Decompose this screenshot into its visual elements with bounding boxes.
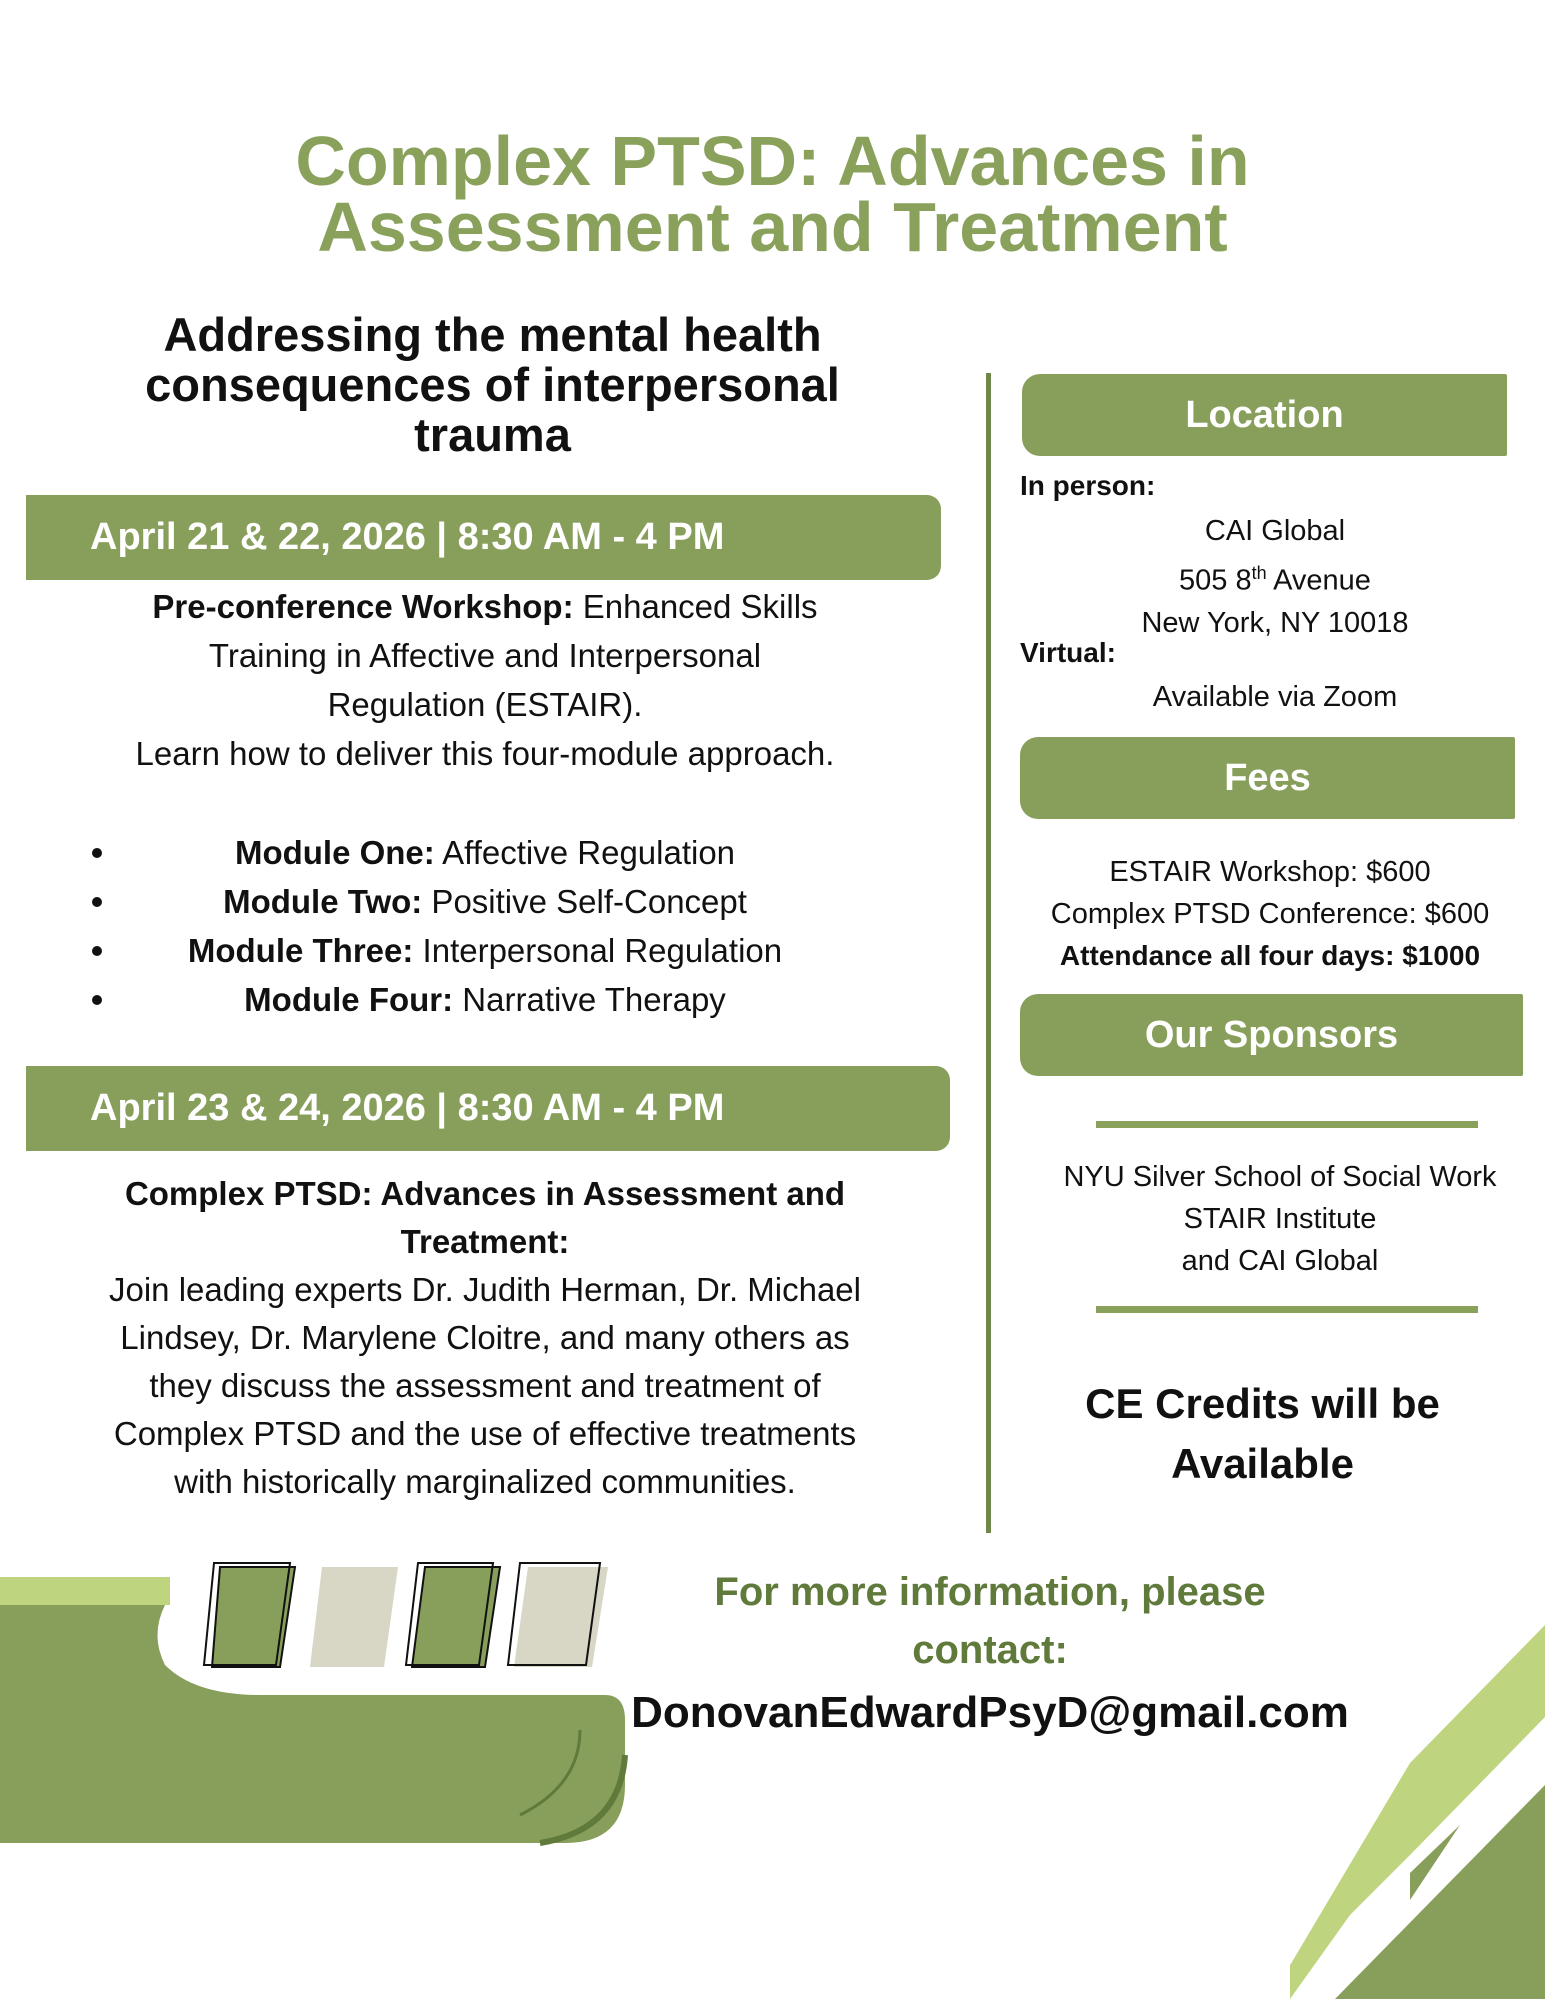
bullet-icon <box>92 946 102 956</box>
workshop-desc-3: Regulation (ESTAIR). <box>327 686 643 723</box>
conference-desc-5: with historically marginalized communities. <box>174 1463 796 1500</box>
sponsor-1: NYU Silver School of Social Work <box>1063 1161 1497 1193</box>
subtitle <box>40 310 945 460</box>
conference-description <box>40 1170 930 1506</box>
fees-list <box>1005 851 1535 977</box>
sponsors-list <box>1025 1156 1535 1282</box>
fee-workshop: ESTAIR Workshop: $600 <box>1109 856 1431 888</box>
tile-icon-2 <box>310 1567 398 1667</box>
sponsors-heading: Our Sponsors <box>1020 994 1523 1076</box>
contact-prompt <box>630 1563 1350 1679</box>
subtitle-line-3: trauma <box>414 408 571 461</box>
venue-city: New York, NY 10018 <box>1141 606 1409 639</box>
virtual-label: Virtual: <box>1020 637 1116 668</box>
fee-all-days: Attendance all four days: $1000 <box>1059 940 1481 971</box>
conference-desc-1: Join leading experts Dr. Judith Herman, Dr. Michael <box>108 1271 861 1308</box>
title-line-2: Assessment and Treatment <box>317 188 1228 266</box>
list-item: Module One: Affective Regulation <box>40 828 930 877</box>
workshop-desc-1: Enhanced Skills <box>573 588 818 625</box>
ce-line-1: CE Credits will be <box>1085 1380 1440 1427</box>
page-title <box>0 122 1545 266</box>
contact-line-1: For more information, please <box>714 1570 1266 1614</box>
contact-email[interactable]: DonovanEdwardPsyD@gmail.com <box>631 1688 1349 1737</box>
fee-conference: Complex PTSD Conference: $600 <box>1050 898 1490 930</box>
fees-heading: Fees <box>1020 737 1515 819</box>
sponsors-rule-top <box>1096 1121 1478 1128</box>
contact-line-2: contact: <box>912 1628 1068 1672</box>
venue-address <box>1020 510 1530 644</box>
venue-street: 505 8th Avenue <box>1179 563 1371 597</box>
list-item: Module Three: Interpersonal Regulation <box>40 926 930 975</box>
module-list <box>40 828 930 1024</box>
bullet-icon <box>92 848 102 858</box>
workshop-desc-2: Training in Affective and Interpersonal <box>208 637 762 674</box>
tile-icon-3 <box>412 1567 500 1667</box>
location-heading: Location <box>1022 374 1507 456</box>
in-person-label: In person: <box>1020 470 1156 501</box>
list-item: Module Two: Positive Self-Concept <box>40 877 930 926</box>
workshop-desc-4: Learn how to deliver this four-module approach. <box>135 735 835 772</box>
conference-date-text: April 23 & 24, 2026 | 8:30 AM - 4 PM <box>90 1087 725 1129</box>
sponsor-3: and CAI Global <box>1181 1245 1379 1277</box>
bullet-icon <box>92 995 102 1005</box>
venue-name: CAI Global <box>1204 515 1346 547</box>
conference-date-bar <box>26 1066 950 1151</box>
tile-icon-4 <box>514 1567 608 1667</box>
bullet-icon <box>92 897 102 907</box>
conference-desc-3: they discuss the assessment and treatment of <box>149 1367 821 1404</box>
tile-icons <box>190 1555 630 1680</box>
conference-heading-1: Complex PTSD: Advances in Assessment and <box>124 1175 846 1212</box>
workshop-date-bar <box>26 495 941 580</box>
column-divider <box>986 373 991 1533</box>
workshop-date-text: April 21 & 22, 2026 | 8:30 AM - 4 PM <box>90 516 725 558</box>
conference-desc-4: Complex PTSD and the use of effective treatments <box>113 1415 857 1452</box>
subtitle-line-1: Addressing the mental health <box>163 308 822 361</box>
sponsor-2: STAIR Institute <box>1183 1203 1377 1235</box>
workshop-label: Pre-conference Workshop: <box>152 588 574 625</box>
conference-heading-2: Treatment: <box>400 1223 570 1260</box>
ce-line-2: Available <box>1171 1440 1354 1487</box>
workshop-description <box>40 582 930 778</box>
subtitle-line-2: consequences of interpersonal <box>145 358 840 411</box>
sponsors-rule-bottom <box>1096 1306 1478 1313</box>
ce-credits <box>1010 1374 1515 1494</box>
title-line-1: Complex PTSD: Advances in <box>295 122 1250 200</box>
list-item: Module Four: Narrative Therapy <box>40 975 930 1024</box>
conference-desc-2: Lindsey, Dr. Marylene Cloitre, and many others as <box>120 1319 850 1356</box>
virtual-text: Available via Zoom <box>1152 681 1398 713</box>
decorative-shape-right <box>1290 1625 1545 1999</box>
